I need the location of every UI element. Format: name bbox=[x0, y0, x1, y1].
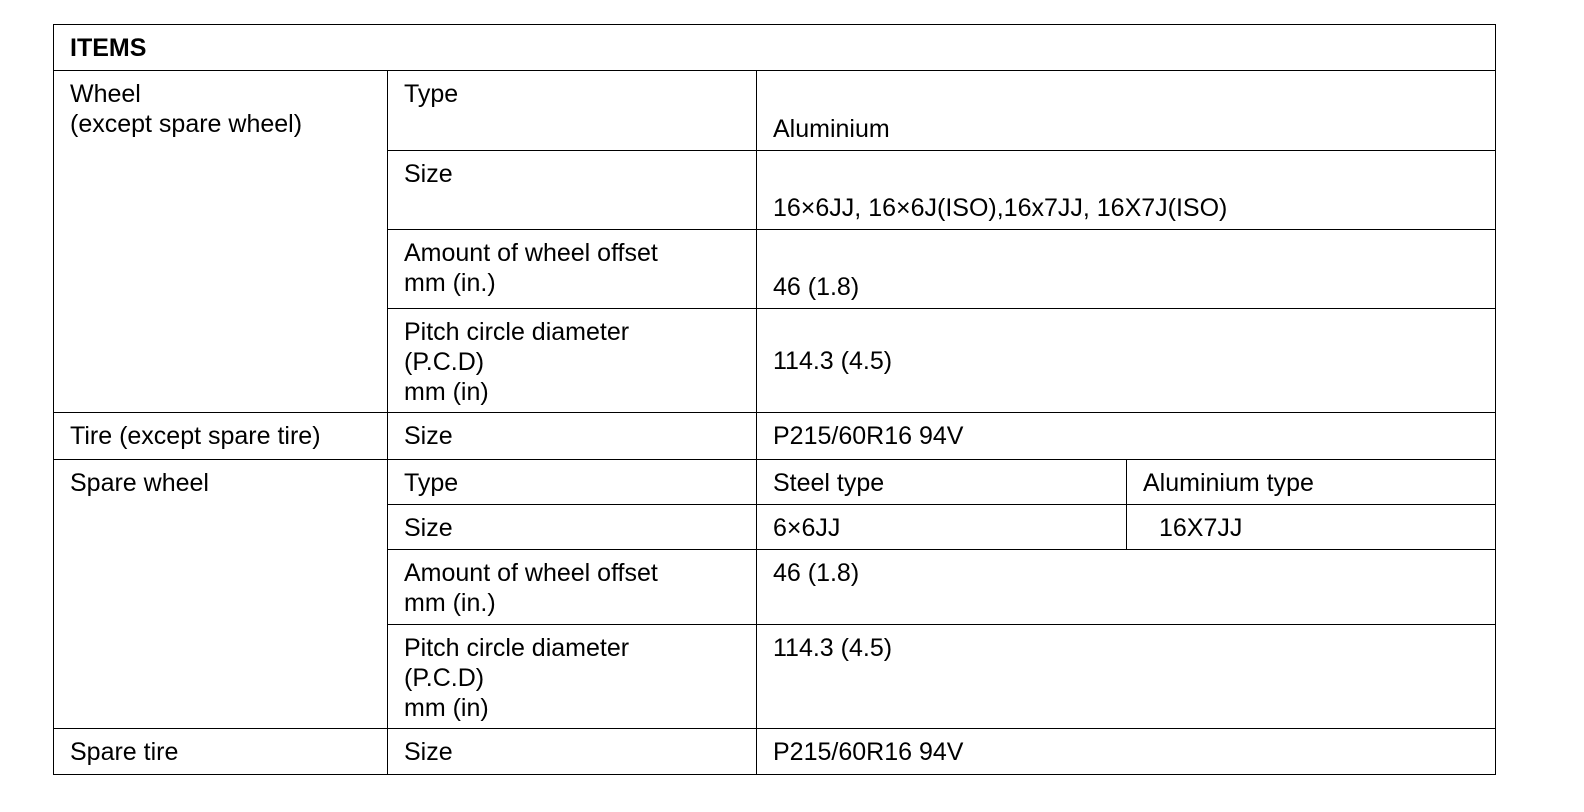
table-row-header bbox=[54, 25, 1496, 71]
items-header: ITEMS bbox=[54, 25, 1496, 71]
spare-wheel-type-aluminium: Aluminium type bbox=[1127, 460, 1496, 505]
spare-wheel-offset-label: Amount of wheel offset mm (in.) bbox=[388, 550, 757, 625]
wheel-offset-label: Amount of wheel offset mm (in.) bbox=[388, 230, 757, 309]
spare-wheel-pcd-value: 114.3 (4.5) bbox=[757, 625, 1496, 729]
tire-size-label: Size bbox=[388, 413, 757, 460]
table-row bbox=[54, 729, 1496, 775]
spare-wheel-type-steel: Steel type bbox=[757, 460, 1127, 505]
table-row bbox=[54, 71, 1496, 151]
tire-label: Tire (except spare tire) bbox=[54, 413, 388, 460]
wheel-pcd-value: 114.3 (4.5) bbox=[757, 309, 1496, 413]
spare-wheel-pcd-label: Pitch circle diameter (P.C.D) mm (in) bbox=[388, 625, 757, 729]
wheel-pcd-label: Pitch circle diameter (P.C.D) mm (in) bbox=[388, 309, 757, 413]
spec-table bbox=[53, 24, 1496, 775]
table-row bbox=[54, 413, 1496, 460]
tire-size-value: P215/60R16 94V bbox=[757, 413, 1496, 460]
spare-wheel-type-label: Type bbox=[388, 460, 757, 505]
spare-wheel-offset-value: 46 (1.8) bbox=[757, 550, 1496, 625]
spare-tire-size-label: Size bbox=[388, 729, 757, 775]
wheel-type-value: Aluminium bbox=[757, 71, 1496, 151]
wheel-offset-value: 46 (1.8) bbox=[757, 230, 1496, 309]
spare-wheel-size-aluminium: 16X7JJ bbox=[1127, 505, 1496, 550]
table-row bbox=[54, 460, 1496, 505]
wheel-type-label: Type bbox=[388, 71, 757, 151]
wheel-size-label: Size bbox=[388, 151, 757, 230]
spare-tire-size-value: P215/60R16 94V bbox=[757, 729, 1496, 775]
wheel-label: Wheel (except spare wheel) bbox=[54, 71, 388, 413]
spare-tire-label: Spare tire bbox=[54, 729, 388, 775]
spare-wheel-size-label: Size bbox=[388, 505, 757, 550]
wheel-size-value: 16×6JJ, 16×6J(ISO),16x7JJ, 16X7J(ISO) bbox=[757, 151, 1496, 230]
spare-wheel-label: Spare wheel bbox=[54, 460, 388, 729]
spare-wheel-size-steel: 6×6JJ bbox=[757, 505, 1127, 550]
